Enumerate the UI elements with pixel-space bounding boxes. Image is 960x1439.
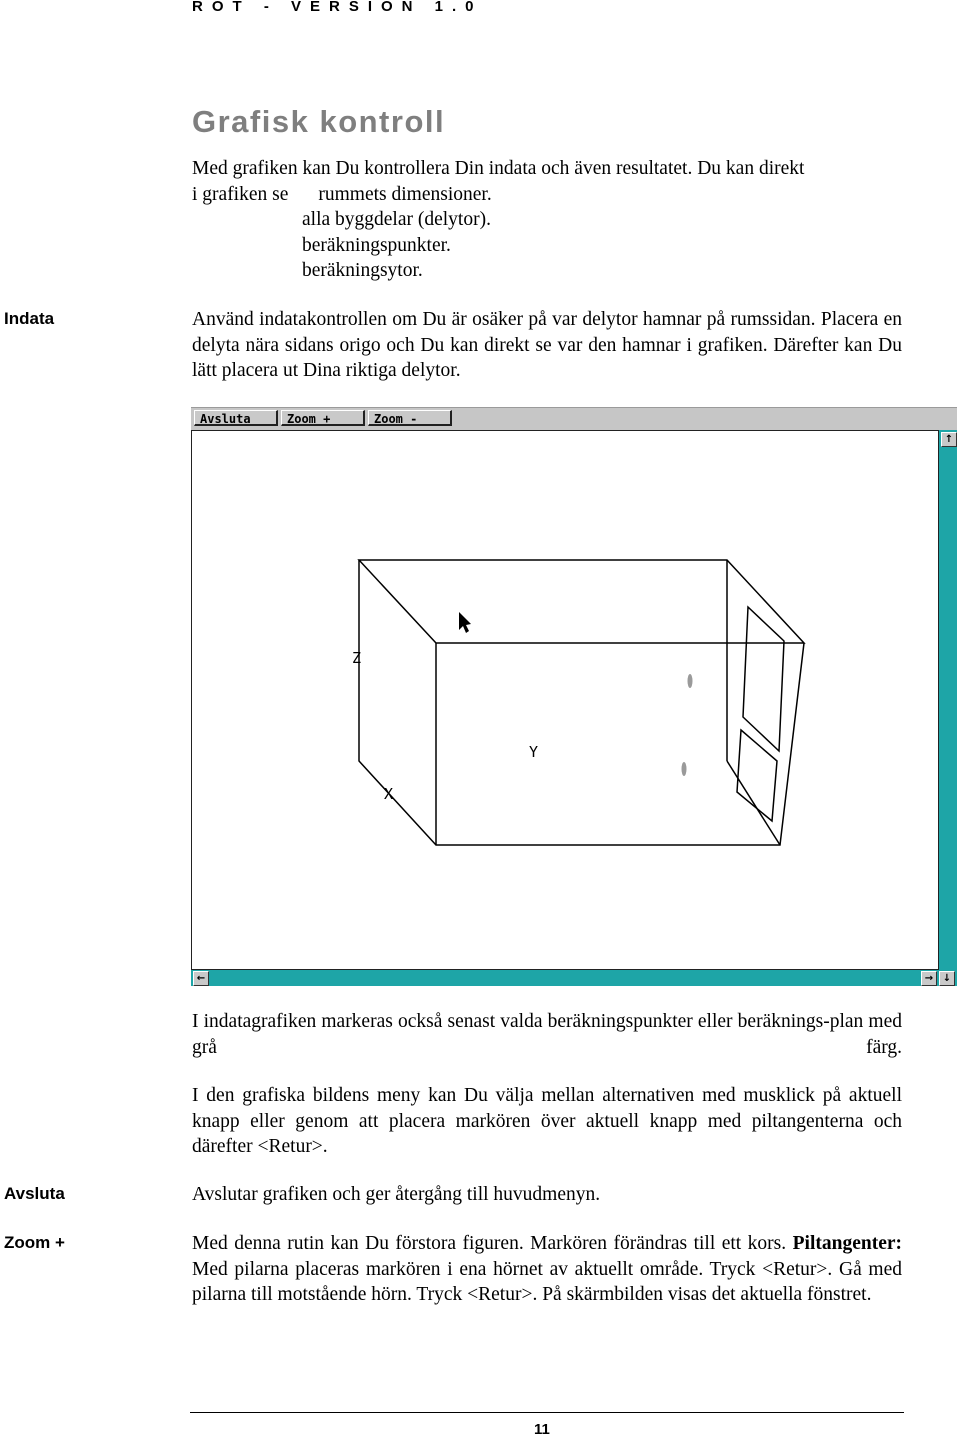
markering-text: I indatagrafiken markeras också senast valda beräkningspunkter eller beräknings-plan med grå färg. bbox=[192, 1011, 902, 1058]
room-edge-right-bottom bbox=[727, 761, 780, 845]
graphics-menubar bbox=[191, 408, 957, 430]
avsluta-button[interactable]: Avsluta bbox=[194, 410, 278, 426]
intro-line-2 bbox=[192, 182, 902, 208]
page-number: 11 bbox=[534, 1421, 550, 1438]
zoom-line-1: Med denna rutin kan Du förstora figuren. Markören förändras till ett kors. bbox=[192, 1233, 787, 1254]
intro-item-dimensions: rummets dimensioner. bbox=[318, 183, 492, 205]
axis-label-z: Z bbox=[352, 649, 362, 667]
mouse-cursor-icon bbox=[459, 612, 471, 633]
zoom-rest: Med pilarna placeras markören i ena hörnet av aktuellt område. Tryck <Retur>. Gå med pilarna till motstående hörn. Tryck <Retur>. På skärmbilden visas det aktuella fönstret. bbox=[192, 1258, 902, 1305]
intro-item-berakningspunkter: beräkningspunkter. bbox=[302, 234, 451, 256]
footer-divider bbox=[190, 1412, 904, 1413]
window-upper bbox=[743, 607, 784, 751]
axis-label-y: Y bbox=[529, 743, 539, 761]
side-label-avsluta: Avsluta bbox=[4, 1184, 65, 1203]
zoom-minus-button[interactable]: Zoom - bbox=[368, 410, 452, 426]
zoom-paragraph bbox=[192, 1231, 902, 1308]
calc-point-marker bbox=[688, 674, 693, 688]
piltangenter-lead: Piltangenter: bbox=[792, 1233, 902, 1254]
arrow-down-icon[interactable]: ↓ bbox=[939, 971, 955, 986]
horizontal-scrollbar[interactable] bbox=[191, 970, 957, 986]
room-wireframe bbox=[192, 431, 938, 969]
graphics-window-screenshot bbox=[191, 407, 957, 986]
graphics-canvas[interactable] bbox=[191, 430, 939, 970]
intro-paragraph bbox=[192, 156, 902, 284]
indata-paragraph: Använd indatakontrollen om Du är osäker på var delytor hamnar på rumssidan. Placera en delyta nära sidans origo och Du kan direkt se var den hamnar i grafiken. Därefter kan Du lätt placera ut Dina riktiga delytor. bbox=[192, 309, 902, 381]
calc-point-marker bbox=[682, 762, 687, 776]
meny-paragraph: I den grafiska bildens meny kan Du välja mellan alternativen med musklick på aktuell knapp eller genom att placera markören över aktuell knapp med piltangenterna och därefter <Retur>. bbox=[192, 1085, 902, 1157]
vertical-scrollbar[interactable] bbox=[939, 430, 957, 970]
room-front-edges bbox=[359, 560, 804, 845]
intro-lead: i grafiken se bbox=[192, 183, 289, 205]
side-label-indata: Indata bbox=[4, 309, 55, 328]
zoom-plus-button[interactable]: Zoom + bbox=[281, 410, 365, 426]
side-label-zoom: Zoom + bbox=[4, 1233, 65, 1252]
running-header: ROT - VERSION 1.0 bbox=[192, 0, 483, 15]
intro-line-1: Med grafiken kan Du kontrollera Din indata och även resultatet. Du kan direkt bbox=[192, 158, 805, 179]
arrow-right-icon[interactable]: → bbox=[921, 971, 937, 986]
arrow-up-icon[interactable]: ↑ bbox=[941, 432, 957, 447]
axis-label-x: X bbox=[384, 785, 394, 803]
intro-item-berakningsytor: beräkningsytor. bbox=[302, 260, 423, 281]
markering-paragraph bbox=[192, 1009, 902, 1060]
intro-item-byggdelar: alla byggdelar (delytor). bbox=[302, 209, 491, 230]
room-back-face bbox=[359, 560, 804, 643]
section-title: Grafisk kontroll bbox=[192, 104, 446, 139]
avsluta-paragraph: Avslutar grafiken och ger återgång till huvudmenyn. bbox=[192, 1184, 601, 1205]
arrow-left-icon[interactable]: ← bbox=[193, 971, 209, 986]
